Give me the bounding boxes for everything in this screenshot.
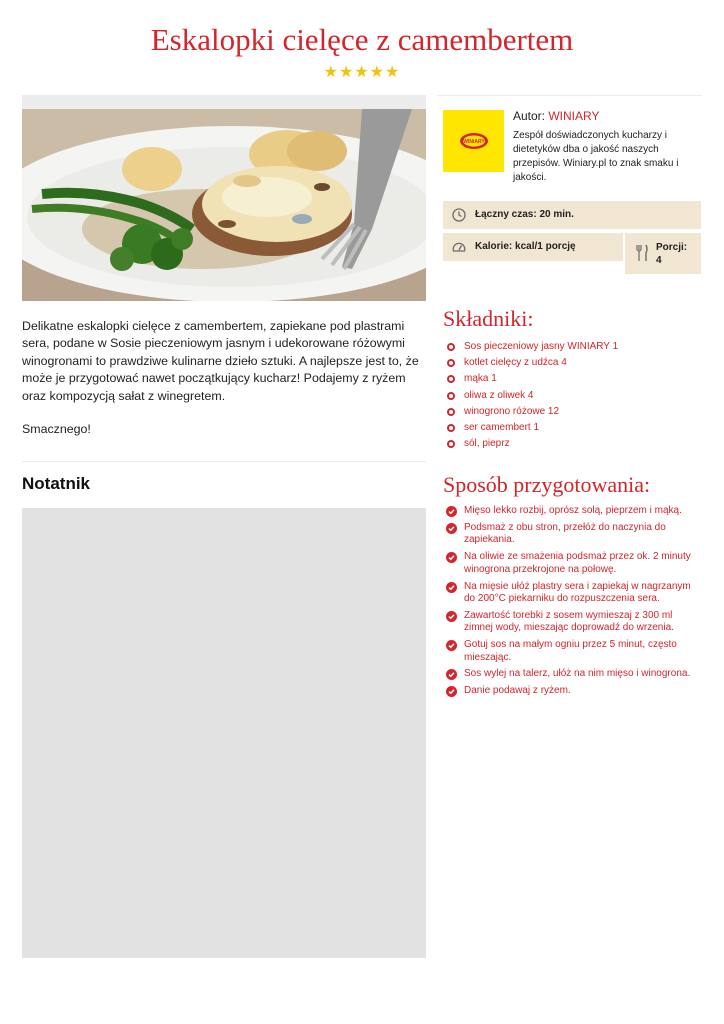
clock-icon [452, 208, 466, 222]
step-item[interactable] [446, 610, 702, 635]
portions-label: Porcji: [656, 242, 688, 253]
check-icon [446, 506, 457, 517]
total-time-box [443, 201, 701, 229]
ingredient-item[interactable] [447, 405, 618, 421]
check-icon [446, 523, 457, 534]
ingredient-text: Sos pieczeniowy jasny WINIARY 1 [464, 341, 619, 352]
ingredients-title: Składniki: [443, 306, 534, 331]
bullet-icon [447, 392, 455, 400]
bullet-icon [447, 375, 455, 383]
check-icon [446, 582, 457, 593]
ingredient-text: ser camembert 1 [464, 421, 540, 433]
calories-box [443, 233, 623, 261]
check-icon [446, 611, 457, 622]
gauge-icon [452, 240, 466, 254]
author-label [513, 109, 599, 123]
check-icon [446, 552, 457, 563]
brand-logo-icon [459, 132, 489, 150]
portions-text [656, 241, 687, 267]
step-text: Na oliwie ze smażenia podsmaż przez ok. 2 minuty winogrona przekrojone na połowę. [464, 551, 691, 575]
check-icon [446, 686, 457, 697]
portions-value: 4 [656, 255, 662, 266]
ingredient-item[interactable] [447, 372, 618, 388]
dish-image [22, 109, 426, 301]
bullet-icon [447, 440, 455, 448]
step-item[interactable] [446, 551, 702, 576]
recipe-photo [22, 95, 426, 301]
ingredient-item[interactable] [447, 356, 618, 372]
step-item[interactable] [446, 505, 702, 517]
ingredient-text: kotlet cielęcy z udźca 4 [464, 357, 567, 369]
description-text: Delikatne eskalopki cielęce z camembertem, zapiekane pod plastrami sera, podane w Sosie pieczeniowym jasnym i udekorowane różowymi winogronami to prawdziwe kulinarne dzieło sztuki. A najlepsze jest to, że może je przygotować nawet początkujący kucharz! Podajemy z ryżem oraz kompozycją sałat z winegretem. [22, 319, 419, 403]
star-icon[interactable]: ★ [369, 64, 386, 81]
ingredients-list [447, 340, 618, 453]
notes-title: Notatnik [22, 474, 90, 493]
step-text: Podsmaż z obu stron, przełóż do naczynia do zapiekania. [464, 521, 666, 546]
check-icon [446, 669, 457, 680]
ingredient-item[interactable] [447, 389, 618, 405]
recipe-description [22, 318, 426, 462]
step-text: Danie podawaj z ryżem. [464, 685, 571, 697]
author-name-link[interactable]: WINIARY [548, 109, 600, 123]
logo-text: WINIARY [462, 139, 485, 145]
rating-stars[interactable] [0, 62, 724, 82]
step-item[interactable] [446, 685, 702, 697]
step-item[interactable] [446, 668, 702, 680]
check-icon [446, 640, 457, 651]
cutlery-icon [635, 244, 649, 262]
ingredient-text: sól, pieprz [464, 438, 510, 450]
ingredient-text: winogrono różowe 12 [464, 405, 560, 417]
recipe-title: Eskalopki cielęce z camembertem [150, 22, 574, 57]
step-item[interactable] [446, 581, 702, 606]
step-item[interactable] [446, 522, 702, 547]
step-text: Mięso lekko rozbij, oprósz solą, pieprzem i mąką. [464, 505, 682, 516]
closing-text: Smacznego! [22, 422, 91, 437]
step-text: Zawartość torebki z sosem wymieszaj z 300 ml zimnej wody, mieszając doprowadź do wrzenia. [464, 609, 674, 634]
step-text: Na mięsie ułóż plastry sera i zapiekaj w nagrzanym do 200°C piekarniku do rozpuszczenia sera. [464, 580, 691, 604]
step-text: Sos wylej na talerz, ułóż na nim mięso i winogrona. [464, 668, 691, 680]
star-icon[interactable]: ★ [385, 64, 401, 81]
bullet-icon [447, 424, 455, 432]
step-text: Gotuj sos na małym ogniu przez 5 minut, często mieszając. [464, 639, 677, 663]
star-icon[interactable]: ★ [354, 64, 370, 81]
ingredient-text: mąka 1 [464, 373, 497, 385]
author-box [437, 95, 702, 195]
star-icon[interactable]: ★ [338, 64, 355, 81]
ingredient-text: oliwa z oliwek 4 [464, 389, 534, 401]
preparation-steps [446, 505, 702, 702]
total-time-text: Łączny czas: 20 min. [475, 209, 574, 220]
author-prefix: Autor: [513, 109, 549, 123]
author-bio: Zespół doświadczonych kucharzy i dietetyków dba o jakość naszych przepisów. Winiary.pl to znak smaku i jakości. [513, 130, 679, 183]
step-item[interactable] [446, 639, 702, 664]
bullet-icon [447, 408, 455, 416]
ingredient-item[interactable] [447, 340, 618, 356]
ingredient-item[interactable] [447, 437, 618, 453]
bullet-icon [447, 359, 455, 367]
preparation-title: Sposób przygotowania: [443, 472, 651, 497]
star-icon[interactable]: ★ [323, 64, 339, 81]
portions-box [625, 233, 701, 274]
notes-area[interactable] [22, 508, 426, 958]
bullet-icon [447, 343, 455, 351]
ingredient-item[interactable] [447, 421, 618, 437]
calories-text: Kalorie: kcal/1 porcję [475, 241, 576, 252]
winiary-logo [443, 110, 504, 172]
